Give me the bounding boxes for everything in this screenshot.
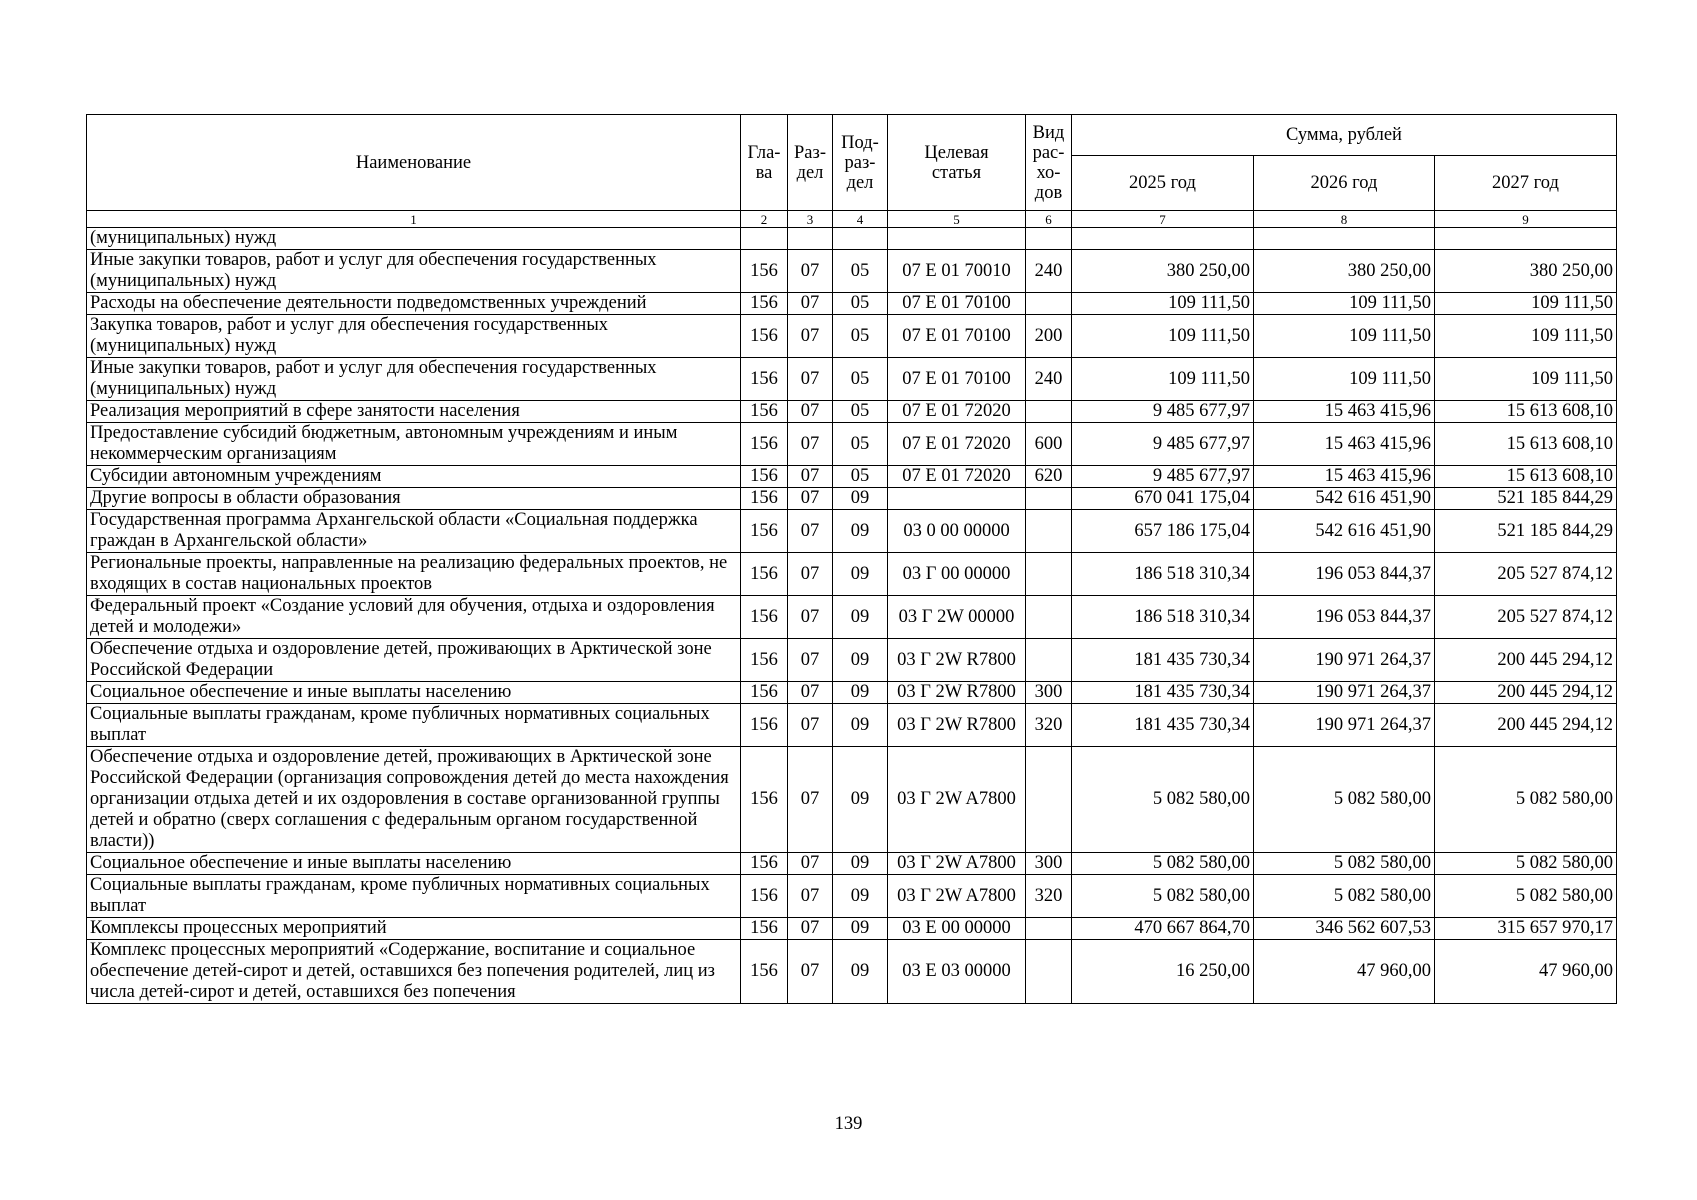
row-name: Иные закупки товаров, работ и услуг для обеспечения государственных (муниципальных) нужд [87,358,741,401]
header-vid: Вид рас- хо- дов [1026,115,1072,211]
row-target-article: 07 Е 01 70100 [888,358,1026,401]
column-number: 4 [833,211,888,228]
row-glava: 156 [741,250,788,293]
row-sum-2026: 15 463 415,96 [1254,466,1435,488]
row-sum-2025: 181 435 730,34 [1072,639,1254,682]
column-number: 1 [87,211,741,228]
row-sum-2026: 109 111,50 [1254,315,1435,358]
table-row [87,918,1617,940]
table-row [87,250,1617,293]
row-target-article: 07 Е 01 72020 [888,466,1026,488]
row-expense-type [1026,639,1072,682]
row-expense-type: 300 [1026,682,1072,704]
header-target: Целевая статья [888,115,1026,211]
row-razdel: 07 [788,704,833,747]
row-sum-2026: 190 971 264,37 [1254,639,1435,682]
row-target-article: 07 Е 01 70100 [888,315,1026,358]
row-name: Иные закупки товаров, работ и услуг для обеспечения государственных (муниципальных) нужд [87,250,741,293]
header-razdel: Раз- дел [788,115,833,211]
row-sum-2025: 186 518 310,34 [1072,553,1254,596]
budget-table-container [86,114,1617,1004]
column-number: 2 [741,211,788,228]
row-name: Социальные выплаты гражданам, кроме публичных нормативных социальных выплат [87,875,741,918]
header-glava: Гла- ва [741,115,788,211]
row-target-article: 03 Г 2W A7800 [888,875,1026,918]
row-glava: 156 [741,853,788,875]
row-target-article: 03 Г 2W 00000 [888,596,1026,639]
row-sum-2027: 205 527 874,12 [1435,596,1617,639]
row-razdel: 07 [788,510,833,553]
header-podrazdel: Под- раз- дел [833,115,888,211]
table-row [87,228,1617,250]
row-sum-2027: 15 613 608,10 [1435,401,1617,423]
row-sum-2027: 200 445 294,12 [1435,639,1617,682]
row-name: Социальное обеспечение и иные выплаты населению [87,682,741,704]
row-sum-2026: 196 053 844,37 [1254,596,1435,639]
row-razdel: 07 [788,315,833,358]
table-row [87,875,1617,918]
row-expense-type: 200 [1026,315,1072,358]
row-podrazdel: 05 [833,315,888,358]
row-glava: 156 [741,358,788,401]
row-expense-type [1026,510,1072,553]
row-sum-2025: 470 667 864,70 [1072,918,1254,940]
row-target-article [888,228,1026,250]
row-expense-type: 600 [1026,423,1072,466]
row-expense-type [1026,596,1072,639]
row-razdel: 07 [788,553,833,596]
row-target-article: 03 Г 2W A7800 [888,853,1026,875]
row-razdel: 07 [788,488,833,510]
row-sum-2025: 181 435 730,34 [1072,704,1254,747]
row-razdel: 07 [788,250,833,293]
table-row [87,510,1617,553]
row-razdel: 07 [788,639,833,682]
row-sum-2025: 109 111,50 [1072,293,1254,315]
row-sum-2025: 657 186 175,04 [1072,510,1254,553]
page-number: 139 [834,1114,863,1134]
row-name: Другие вопросы в области образования [87,488,741,510]
row-sum-2027: 109 111,50 [1435,315,1617,358]
row-sum-2027: 5 082 580,00 [1435,747,1617,853]
row-name: Предоставление субсидий бюджетным, автономным учреждениям и иным некоммерческим организациям [87,423,741,466]
row-sum-2025: 186 518 310,34 [1072,596,1254,639]
row-glava: 156 [741,315,788,358]
row-sum-2025: 5 082 580,00 [1072,747,1254,853]
row-podrazdel: 09 [833,553,888,596]
row-sum-2027: 200 445 294,12 [1435,682,1617,704]
row-target-article: 03 Е 00 00000 [888,918,1026,940]
row-sum-2026: 5 082 580,00 [1254,853,1435,875]
table-row [87,401,1617,423]
row-glava: 156 [741,423,788,466]
row-expense-type [1026,401,1072,423]
row-expense-type: 320 [1026,704,1072,747]
table-body [87,228,1617,1004]
row-name: Обеспечение отдыха и оздоровление детей, проживающих в Арктической зоне Российской Федерации [87,639,741,682]
row-expense-type [1026,918,1072,940]
row-sum-2025: 181 435 730,34 [1072,682,1254,704]
row-glava: 156 [741,704,788,747]
row-podrazdel: 09 [833,510,888,553]
row-sum-2026: 190 971 264,37 [1254,704,1435,747]
row-sum-2026: 380 250,00 [1254,250,1435,293]
row-sum-2026: 15 463 415,96 [1254,401,1435,423]
row-sum-2027 [1435,228,1617,250]
row-glava: 156 [741,401,788,423]
budget-table [86,114,1617,1004]
row-expense-type: 320 [1026,875,1072,918]
row-target-article: 03 Г 2W A7800 [888,747,1026,853]
row-podrazdel: 09 [833,747,888,853]
row-glava [741,228,788,250]
table-row [87,488,1617,510]
table-row [87,293,1617,315]
row-sum-2026: 47 960,00 [1254,940,1435,1004]
row-podrazdel: 09 [833,639,888,682]
row-expense-type: 240 [1026,358,1072,401]
row-glava: 156 [741,488,788,510]
row-target-article: 07 Е 01 70010 [888,250,1026,293]
row-name: Обеспечение отдыха и оздоровление детей, проживающих в Арктической зоне Российской Федерации (организация сопровождения детей до места нахождения организации отдыха детей и их оздоровления в составе организованной группы детей и обратно (сверх соглашения с федеральным органом государственной власти)) [87,747,741,853]
row-expense-type [1026,228,1072,250]
table-row [87,553,1617,596]
table-row [87,853,1617,875]
table-header [87,115,1617,228]
row-podrazdel: 09 [833,596,888,639]
row-razdel [788,228,833,250]
row-glava: 156 [741,940,788,1004]
column-number: 5 [888,211,1026,228]
header-name: Наименование [87,115,741,211]
table-row [87,596,1617,639]
row-sum-2027: 521 185 844,29 [1435,488,1617,510]
row-podrazdel: 09 [833,918,888,940]
table-row [87,940,1617,1004]
row-name: Государственная программа Архангельской области «Социальная поддержка граждан в Архангельской области» [87,510,741,553]
row-name: Реализация мероприятий в сфере занятости населения [87,401,741,423]
row-podrazdel: 09 [833,853,888,875]
table-row [87,423,1617,466]
row-sum-2027: 315 657 970,17 [1435,918,1617,940]
row-sum-2027: 47 960,00 [1435,940,1617,1004]
row-razdel: 07 [788,293,833,315]
row-expense-type [1026,488,1072,510]
row-name: Региональные проекты, направленные на реализацию федеральных проектов, не входящих в состав национальных проектов [87,553,741,596]
header-year-2026: 2026 год [1254,156,1435,211]
row-podrazdel: 09 [833,940,888,1004]
row-podrazdel: 09 [833,682,888,704]
row-podrazdel: 05 [833,401,888,423]
row-podrazdel: 09 [833,875,888,918]
row-sum-2027: 380 250,00 [1435,250,1617,293]
column-number-row [87,211,1617,228]
row-glava: 156 [741,639,788,682]
row-sum-2027: 205 527 874,12 [1435,553,1617,596]
row-target-article: 03 Г 2W R7800 [888,639,1026,682]
row-name: Комплекс процессных мероприятий «Содержание, воспитание и социальное обеспечение детей-сирот и детей, оставшихся без попечения родителей, лиц из числа детей-сирот и детей, оставшихся без попечения [87,940,741,1004]
row-podrazdel: 09 [833,704,888,747]
table-row [87,682,1617,704]
row-sum-2026: 196 053 844,37 [1254,553,1435,596]
row-podrazdel [833,228,888,250]
row-target-article: 03 Г 2W R7800 [888,704,1026,747]
row-sum-2025: 9 485 677,97 [1072,401,1254,423]
row-sum-2026: 542 616 451,90 [1254,488,1435,510]
column-number: 8 [1254,211,1435,228]
row-expense-type [1026,940,1072,1004]
row-glava: 156 [741,747,788,853]
row-expense-type: 620 [1026,466,1072,488]
row-name: Федеральный проект «Создание условий для обучения, отдыха и оздоровления детей и молодежи» [87,596,741,639]
row-glava: 156 [741,682,788,704]
row-sum-2027: 15 613 608,10 [1435,423,1617,466]
row-razdel: 07 [788,940,833,1004]
row-target-article: 07 Е 01 72020 [888,423,1026,466]
row-glava: 156 [741,293,788,315]
row-glava: 156 [741,466,788,488]
row-expense-type [1026,747,1072,853]
row-sum-2025: 9 485 677,97 [1072,466,1254,488]
row-sum-2026: 109 111,50 [1254,358,1435,401]
row-razdel: 07 [788,423,833,466]
row-podrazdel: 05 [833,466,888,488]
row-expense-type [1026,553,1072,596]
row-sum-2025: 5 082 580,00 [1072,875,1254,918]
row-razdel: 07 [788,466,833,488]
header-year-2025: 2025 год [1072,156,1254,211]
row-name: Социальные выплаты гражданам, кроме публичных нормативных социальных выплат [87,704,741,747]
row-sum-2025: 9 485 677,97 [1072,423,1254,466]
column-number: 6 [1026,211,1072,228]
row-sum-2027: 521 185 844,29 [1435,510,1617,553]
row-sum-2025: 670 041 175,04 [1072,488,1254,510]
row-expense-type: 240 [1026,250,1072,293]
header-year-2027: 2027 год [1435,156,1617,211]
row-sum-2027: 5 082 580,00 [1435,853,1617,875]
row-target-article [888,488,1026,510]
column-number: 9 [1435,211,1617,228]
row-razdel: 07 [788,596,833,639]
row-podrazdel: 05 [833,358,888,401]
row-razdel: 07 [788,747,833,853]
row-target-article: 03 Е 03 00000 [888,940,1026,1004]
row-sum-2027: 109 111,50 [1435,358,1617,401]
row-sum-2025: 380 250,00 [1072,250,1254,293]
row-sum-2027: 15 613 608,10 [1435,466,1617,488]
row-razdel: 07 [788,682,833,704]
table-row [87,358,1617,401]
row-name: Закупка товаров, работ и услуг для обеспечения государственных (муниципальных) нужд [87,315,741,358]
row-sum-2026: 190 971 264,37 [1254,682,1435,704]
row-target-article: 07 Е 01 72020 [888,401,1026,423]
row-sum-2026: 15 463 415,96 [1254,423,1435,466]
row-sum-2025 [1072,228,1254,250]
row-podrazdel: 05 [833,423,888,466]
table-row [87,704,1617,747]
row-podrazdel: 09 [833,488,888,510]
row-sum-2026: 542 616 451,90 [1254,510,1435,553]
row-sum-2027: 200 445 294,12 [1435,704,1617,747]
row-podrazdel: 05 [833,293,888,315]
header-sum: Сумма, рублей [1072,115,1617,156]
row-sum-2025: 5 082 580,00 [1072,853,1254,875]
row-sum-2025: 16 250,00 [1072,940,1254,1004]
column-number: 3 [788,211,833,228]
table-row [87,639,1617,682]
row-razdel: 07 [788,853,833,875]
row-target-article: 03 0 00 00000 [888,510,1026,553]
column-number: 7 [1072,211,1254,228]
row-expense-type [1026,293,1072,315]
row-razdel: 07 [788,358,833,401]
row-name: Социальное обеспечение и иные выплаты населению [87,853,741,875]
row-sum-2026: 109 111,50 [1254,293,1435,315]
row-target-article: 03 Г 00 00000 [888,553,1026,596]
row-glava: 156 [741,875,788,918]
row-expense-type: 300 [1026,853,1072,875]
row-podrazdel: 05 [833,250,888,293]
row-name: (муниципальных) нужд [87,228,741,250]
row-glava: 156 [741,596,788,639]
table-row [87,747,1617,853]
row-razdel: 07 [788,401,833,423]
row-sum-2026 [1254,228,1435,250]
row-glava: 156 [741,918,788,940]
table-row [87,315,1617,358]
row-sum-2026: 5 082 580,00 [1254,747,1435,853]
row-target-article: 07 Е 01 70100 [888,293,1026,315]
row-glava: 156 [741,553,788,596]
row-glava: 156 [741,510,788,553]
row-sum-2026: 346 562 607,53 [1254,918,1435,940]
row-razdel: 07 [788,918,833,940]
row-name: Расходы на обеспечение деятельности подведомственных учреждений [87,293,741,315]
row-sum-2025: 109 111,50 [1072,358,1254,401]
row-razdel: 07 [788,875,833,918]
row-name: Субсидии автономным учреждениям [87,466,741,488]
row-sum-2025: 109 111,50 [1072,315,1254,358]
row-sum-2027: 5 082 580,00 [1435,875,1617,918]
row-sum-2026: 5 082 580,00 [1254,875,1435,918]
table-row [87,466,1617,488]
row-name: Комплексы процессных мероприятий [87,918,741,940]
row-sum-2027: 109 111,50 [1435,293,1617,315]
row-target-article: 03 Г 2W R7800 [888,682,1026,704]
